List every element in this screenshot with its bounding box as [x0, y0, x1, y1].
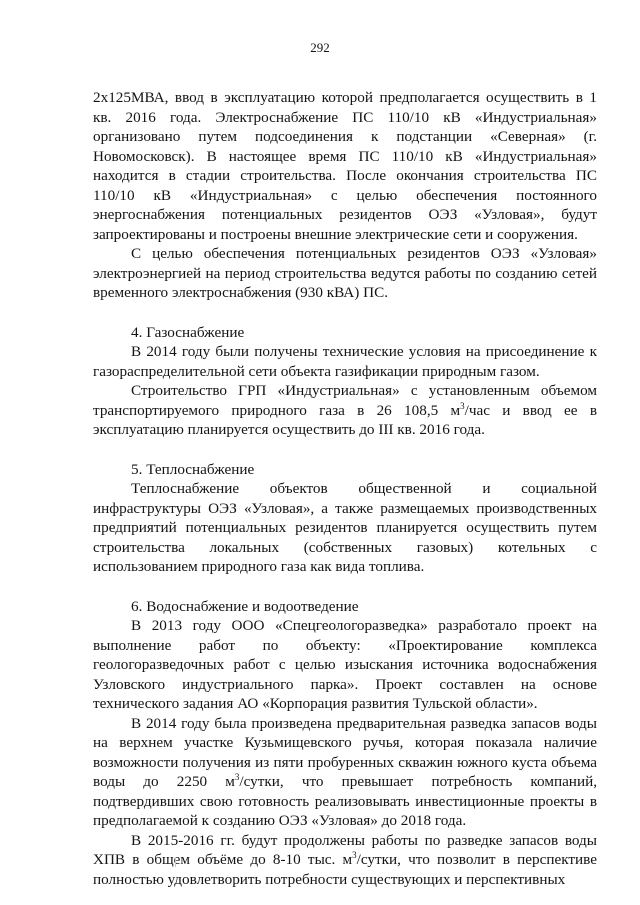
paragraph-water-exploration-2015	[93, 831, 597, 890]
superscript: 3	[234, 771, 240, 782]
document-body	[93, 88, 597, 889]
text-segment: Строительство ГРП «Индустриальная» с установленным объемом транспортируемого природного газа в 26 108,5 м	[93, 382, 597, 419]
scan-artifact	[175, 857, 179, 867]
paragraph-power-supply: 2х125МВА, ввод в эксплуатацию которой предполагается осуществить в 1 кв. 2016 года. Электроснабжение ПС 110/10 кВ «Индустриальная» организовано путем подсоединения к подстанции «Северная» (г. Новомосковск). В настоящее время ПС 110/10 кВ «Индустриальная» находится в стадии строительства. После окончания строительства ПС 110/10 кВ «Индустриальная» с целью обеспечения постоянного энергоснабжения потенциальных резидентов ОЭЗ «Узловая», будут запроектированы и построены внешние электрические сети и сооружения.	[93, 89, 597, 243]
text-segment: В 2015-2016 гг. будут продолжены работы по разведке запасов воды ХПВ в общем объёме до 8-10 тыс. м	[93, 831, 597, 868]
paragraph-heat-supply: Теплоснабжение объектов общественной и социальной инфраструктуры ОЭЗ «Узловая», а также размещаемых производственных предприятий потенциальных резидентов планируется осуществить путем строительства локальных (собственных газовых) котельных с использованием природного газа как вида топлива.	[93, 480, 597, 575]
text-segment: /сутки, что превышает потребность компаний, подтвердивших свою готовность реализовывать инвестиционные проекты в предполагаемой к созданию ОЭЗ «Узловая» до 2018 года.	[93, 773, 597, 829]
text-segment: /час и ввод ее в эксплуатацию планируется осуществить до III кв. 2016 года.	[93, 401, 597, 438]
paragraph-grp-construction	[93, 381, 597, 440]
paragraph-water-exploration-2014	[93, 714, 597, 831]
text-segment: В 2014 году была произведена предварительная разведка запасов воды на верхнем участке Кузьмищевского ручья, которая показала наличие возможности получения из пяти пробуренных скважин южного куста объема воды до 2250 м	[93, 714, 597, 790]
paragraph-temporary-power: С целью обеспечения потенциальных резидентов ОЭЗ «Узловая» электроэнергией на период строительства ведутся работы по созданию сетей временного электроснабжения (930 кВА) ПС.	[93, 245, 597, 301]
text-segment: /сутки, что позволит в перспективе полностью удовлетворить потребности существующих и перспективных	[93, 851, 597, 888]
paragraph-geological-project: В 2013 году ООО «Спецгеологоразведка» разработало проект на выполнение работ по объекту: «Проектирование комплекса геологоразведочных работ с целью изыскания источника водоснабжения Узловского индустриального парка». Проект составлен на основе технического задания АО «Корпорация развития Тульской области».	[93, 617, 597, 712]
superscript: 3	[460, 400, 465, 411]
paragraph-gas-conditions: В 2014 году были получены технические условия на присоединение к газораспределительной сети объекта газификации природным газом.	[93, 343, 597, 380]
section-heading-gas-supply: 4. Газоснабжение	[131, 323, 245, 341]
page-number: 292	[310, 40, 330, 55]
section-heading-heat-supply: 5. Теплоснабжение	[131, 460, 255, 478]
superscript: 3	[352, 849, 357, 860]
section-heading-water-supply: 6. Водоснабжение и водоотведение	[131, 597, 359, 615]
